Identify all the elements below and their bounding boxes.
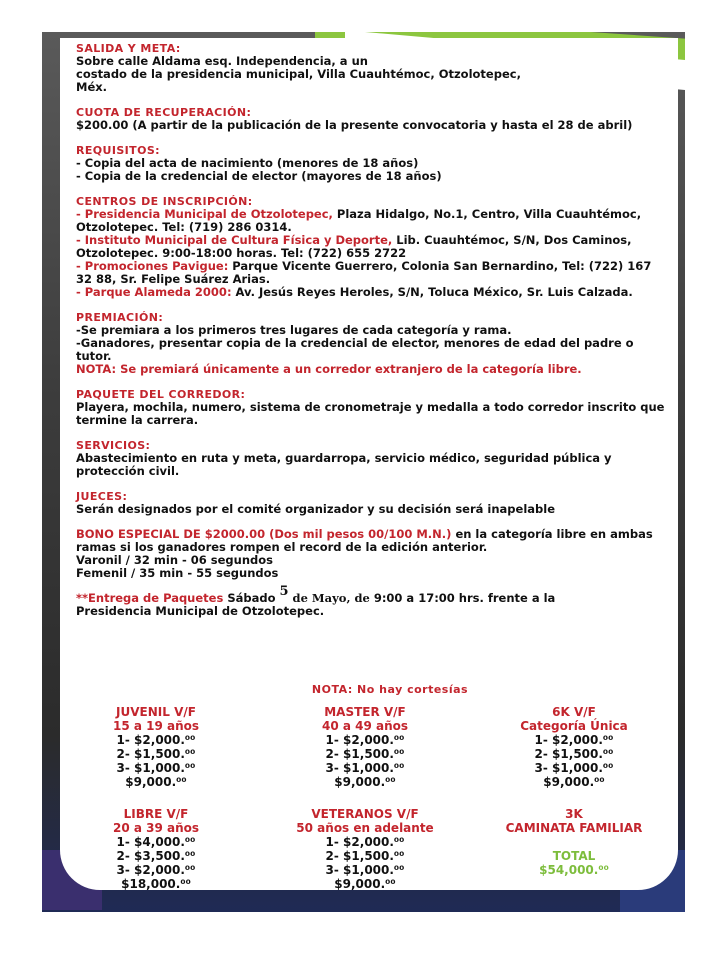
prize-category: [76, 705, 236, 789]
bono-femenil: Femenil / 35 min - 55 segundos: [76, 566, 279, 580]
centro-entry: [76, 234, 666, 260]
category-total: $9,000.⁰⁰: [334, 775, 396, 789]
prize-line: 1- $2,000.⁰⁰: [325, 733, 405, 747]
prize-line: 1- $2,000.⁰⁰: [534, 733, 614, 747]
paquete-heading: PAQUETE DEL CORREDOR:: [76, 388, 246, 401]
category-subtitle: 15 a 19 años: [112, 719, 200, 733]
prize-line: 1- $2,000.⁰⁰: [325, 835, 405, 849]
centro-name: - Instituto Municipal de Cultura Física y Deporte,: [76, 233, 393, 247]
prize-line: 3- $1,000.⁰⁰: [325, 761, 405, 775]
section-bono: [76, 528, 666, 580]
section-centros: [76, 195, 666, 299]
section-entrega: [76, 584, 666, 618]
bono-paragraph: [76, 528, 666, 554]
centro-entry: [76, 260, 666, 286]
category-title: JUVENIL V/F: [116, 705, 196, 719]
centro-name: - Parque Alameda 2000:: [76, 285, 232, 299]
category-title: VETERANOS V/F: [311, 807, 419, 821]
centro-detail: Av. Jesús Reyes Heroles, S/N, Toluca México, Sr. Luis Calzada.: [231, 285, 633, 299]
jueces-heading: JUECES:: [76, 490, 128, 503]
category-title: MASTER V/F: [324, 705, 406, 719]
prize-line: 3- $2,000.⁰⁰: [116, 863, 196, 877]
paquete-text: Playera, mochila, numero, sistema de cronometraje y medalla a todo corredor inscrito que termine la carrera.: [76, 400, 665, 427]
section-requisitos: [76, 144, 666, 183]
prizes-nota: NOTA: No hay cortesías: [311, 683, 469, 696]
requisitos-heading: REQUISITOS:: [76, 144, 160, 157]
category-total: $9,000.⁰⁰: [125, 775, 187, 789]
prize-line: 1- $4,000.⁰⁰: [116, 835, 196, 849]
prize-category: [285, 807, 445, 891]
entrega-day: Sábado: [223, 591, 280, 605]
centro-detail: Parque Vicente Guerrero, Colonia San Bernardino, Tel: (722) 167 32 88, Sr. Felipe Suárez Arias.: [76, 259, 652, 286]
prize-category: [76, 807, 236, 891]
entrega-line2: Presidencia Municipal de Otzolotepec.: [76, 604, 325, 618]
premiacion-line: -Ganadores, presentar copia de la credencial de elector, menores de edad del padre o tutor.: [76, 336, 634, 363]
prize-line: 3- $1,000.⁰⁰: [325, 863, 405, 877]
centro-entry: [76, 208, 666, 234]
category-subtitle: 50 años en adelante: [296, 821, 434, 835]
prize-category: [285, 705, 445, 789]
salida-line: Méx.: [76, 80, 108, 94]
centro-name: - Promociones Pavigue:: [76, 259, 229, 273]
salida-heading: SALIDA Y META:: [76, 42, 181, 55]
prize-line: 2- $1,500.⁰⁰: [116, 747, 196, 761]
prize-line: 2- $1,500.⁰⁰: [325, 747, 405, 761]
salida-line: costado de la presidencia municipal, Villa Cuauhtémoc, Otzolotepec,: [76, 67, 521, 81]
prize-line: 2- $3,500.⁰⁰: [116, 849, 196, 863]
centro-entry: [76, 286, 666, 299]
caminata-block: [494, 807, 654, 877]
grand-total-label: TOTAL: [552, 849, 596, 863]
section-servicios: [76, 439, 666, 478]
entrega-date-num: 5: [279, 584, 289, 599]
premiacion-heading: PREMIACIÓN:: [76, 311, 164, 324]
category-subtitle: 40 a 49 años: [321, 719, 409, 733]
cuota-heading: CUOTA DE RECUPERACIÓN:: [76, 106, 252, 119]
centro-detail: Plaza Hidalgo, No.1, Centro, Villa Cuauhtémoc, Otzolotepec. Tel: (719) 286 0314.: [76, 207, 642, 234]
salida-line: Sobre calle Aldama esq. Independencia, a un: [76, 54, 368, 68]
prize-category: [494, 705, 654, 789]
section-paquete: [76, 388, 666, 427]
spacer: [494, 835, 654, 849]
prizes-section: [76, 683, 664, 891]
centros-heading: CENTROS DE INSCRIPCIÓN:: [76, 195, 253, 208]
category-total: $9,000.⁰⁰: [334, 877, 396, 891]
convocatoria-body: [76, 42, 666, 630]
caminata-title: 3K: [565, 807, 583, 821]
centro-name: - Presidencia Municipal de Otzolotepec,: [76, 207, 333, 221]
category-subtitle: 20 a 39 años: [112, 821, 200, 835]
prize-line: 2- $1,500.⁰⁰: [325, 849, 405, 863]
section-jueces: [76, 490, 666, 516]
grand-total-value: $54,000.⁰⁰: [539, 863, 609, 877]
entrega-date-mid: de Mayo, de: [288, 591, 374, 605]
prize-line: 3- $1,000.⁰⁰: [116, 761, 196, 775]
category-title: LIBRE V/F: [123, 807, 189, 821]
premiacion-nota: NOTA: Se premiará únicamente a un corredor extranjero de la categoría libre.: [76, 362, 582, 376]
category-subtitle: Categoría Única: [520, 719, 628, 733]
cuota-text: $200.00 (A partir de la publicación de la presente convocatoria y hasta el 28 de abril): [76, 118, 633, 132]
jueces-text: Serán designados por el comité organizador y su decisión será inapelable: [76, 502, 556, 516]
prize-line: 3- $1,000.⁰⁰: [534, 761, 614, 775]
premiacion-line: -Se premiara a los primeros tres lugares de cada categoría y rama.: [76, 323, 512, 337]
requisito-item: - Copia del acta de nacimiento (menores de 18 años): [76, 156, 419, 170]
requisito-item: - Copia de la credencial de elector (mayores de 18 años): [76, 169, 442, 183]
section-salida: [76, 42, 666, 94]
bono-varonil: Varonil / 32 min - 06 segundos: [76, 553, 274, 567]
bono-heading: BONO ESPECIAL DE $2000.00 (Dos mil pesos 00/100 M.N.): [76, 527, 452, 541]
section-premiacion: [76, 311, 666, 376]
servicios-heading: SERVICIOS:: [76, 439, 151, 452]
category-title: 6K V/F: [552, 705, 596, 719]
section-cuota: [76, 106, 666, 132]
category-total: $18,000.⁰⁰: [121, 877, 191, 891]
caminata-subtitle: CAMINATA FAMILIAR: [505, 821, 643, 835]
prize-line: 2- $1,500.⁰⁰: [534, 747, 614, 761]
entrega-label: **Entrega de Paquetes: [76, 591, 224, 605]
bono-text: en la categoría libre en ambas ramas si los ganadores rompen el record de la edición anterior.: [76, 527, 653, 554]
category-total: $9,000.⁰⁰: [543, 775, 605, 789]
entrega-rest: 9:00 a 17:00 hrs. frente a la: [373, 591, 556, 605]
servicios-text: Abastecimiento en ruta y meta, guardarropa, servicio médico, seguridad pública y protección civil.: [76, 451, 612, 478]
prize-line: 1- $2,000.⁰⁰: [116, 733, 196, 747]
centro-detail: Lib. Cuauhtémoc, S/N, Dos Caminos, Otzolotepec. 9:00-18:00 horas. Tel: (722) 655 2722: [76, 233, 632, 260]
